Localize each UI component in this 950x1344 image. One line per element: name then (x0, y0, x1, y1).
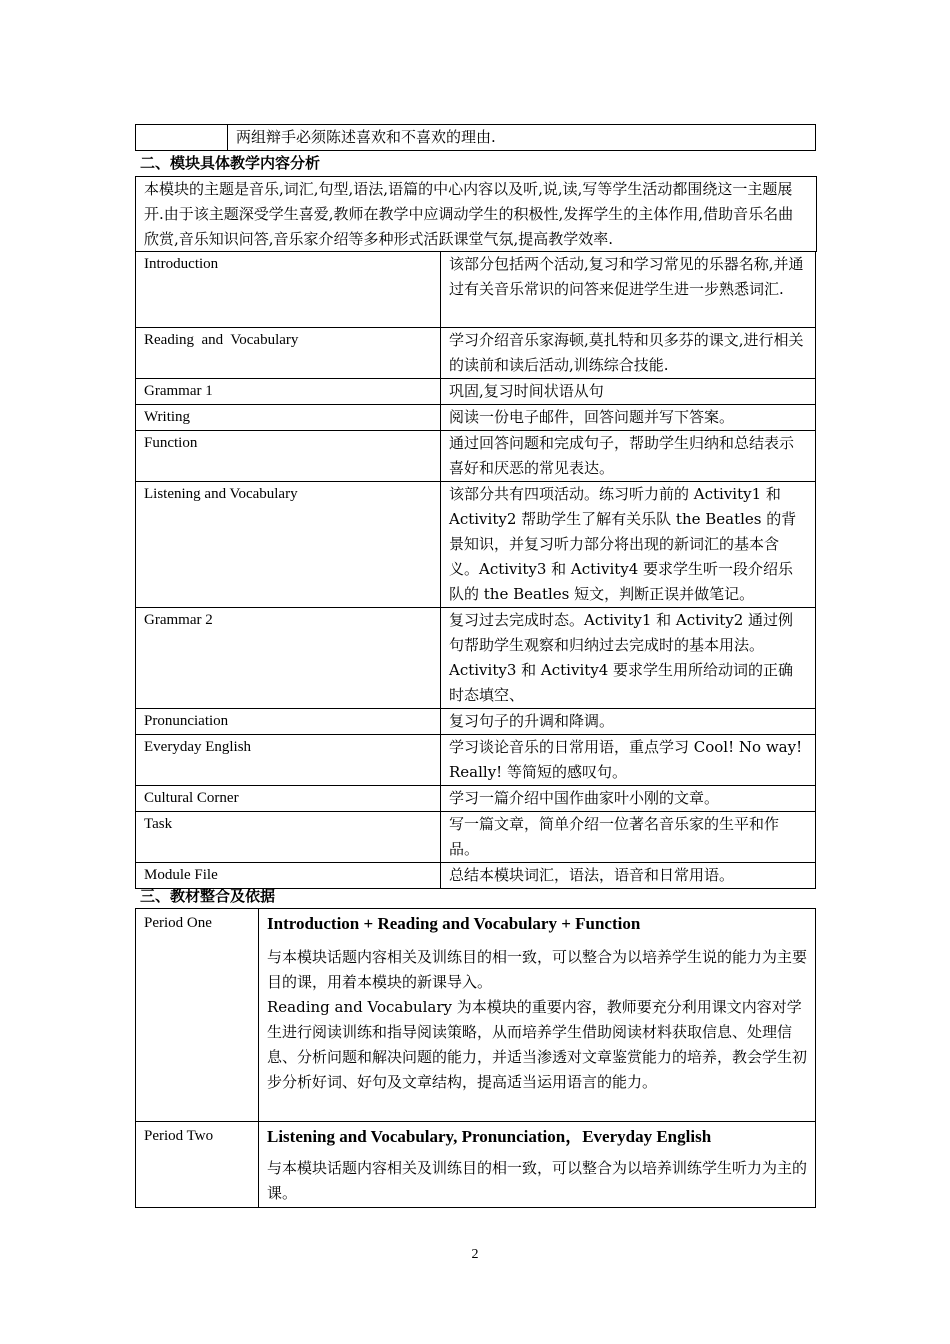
period-paragraph: 与本模块话题内容相关及训练目的相一致，可以整合为以培养学生说的能力为主要目的课，用着本模块的新课导入。 (267, 948, 808, 991)
row-name: Cultural Corner (136, 786, 441, 812)
row-name: Task (136, 812, 441, 863)
row-desc: 总结本模块词汇，语法，语音和日常用语。 (441, 863, 816, 889)
table-row (136, 812, 816, 863)
table-row (136, 328, 816, 379)
table-row (136, 482, 816, 608)
row-desc: 该部分包括两个活动,复习和学习常见的乐器名称,并通过有关音乐常识的问答来促进学生进一步熟悉词汇. (441, 252, 816, 328)
section-two-intro (135, 176, 817, 252)
row-desc: 通过回答问题和完成句子，帮助学生归纳和总结表示喜好和厌恶的常见表达。 (441, 431, 816, 482)
row-desc: 巩固,复习时间状语从句 (441, 379, 816, 405)
row-desc: 该部分共有四项活动。练习听力前的 Activity1 和 Activity2 帮助学生了解有关乐队 the Beatles 的背景知识，并复习听力部分将出现的新词汇的基本含义。Activity3 和 Activity4 要求学生听一段介绍乐队的 the Beatles 短文，判断正误并做笔记。 (441, 482, 816, 608)
table-row (136, 379, 816, 405)
row-name: Reading and Vocabulary (136, 328, 441, 379)
period-row (136, 909, 816, 1122)
row-name: Introduction (136, 252, 441, 328)
period-row (136, 1122, 816, 1208)
period-paragraph: 与本模块话题内容相关及训练目的相一致，可以整合为以培养训练学生听力为主的课。 (267, 1159, 808, 1202)
table-row (136, 735, 816, 786)
period-content (259, 1122, 816, 1208)
period-title: Introduction + Reading and Vocabulary + Function (267, 914, 641, 933)
top-row-text: 两组辩手必须陈述喜欢和不喜欢的理由. (228, 125, 816, 151)
row-desc: 写一篇文章，简单介绍一位著名音乐家的生平和作品。 (441, 812, 816, 863)
top-continuation-table (135, 124, 816, 151)
row-desc: 复习过去完成时态。Activity1 和 Activity2 通过例句帮助学生观察和归纳过去完成时的基本用法。Activity3 和 Activity4 要求学生用所给动词的正确时态填空、 (441, 608, 816, 709)
table-row (136, 608, 816, 709)
period-paragraph: Reading and Vocabulary 为本模块的重要内容，教师要充分利用课文内容对学生进行阅读训练和指导阅读策略，从而培养学生借助阅读材料获取信息、处理信息、分析问题和解决问题的能力，并适当渗透对文章鉴赏能力的培养，教会学生初步分析好词、好句及文章结构，提高适当运用语言的能力。 (267, 998, 808, 1091)
table-row (136, 709, 816, 735)
table-row (136, 431, 816, 482)
row-desc: 复习句子的升调和降调。 (441, 709, 816, 735)
row-name: Pronunciation (136, 709, 441, 735)
table-row (136, 405, 816, 431)
table-row (136, 786, 816, 812)
row-name: Writing (136, 405, 441, 431)
period-content (259, 909, 816, 1122)
table-row (136, 252, 816, 328)
row-name: Everyday English (136, 735, 441, 786)
row-name: Listening and Vocabulary (136, 482, 441, 608)
period-title: Listening and Vocabulary, Pronunciation，Everyday English (267, 1127, 712, 1146)
row-desc: 阅读一份电子邮件，回答问题并写下答案。 (441, 405, 816, 431)
integration-table (135, 908, 816, 1208)
section-two-heading: 二、模块具体教学内容分析 (140, 154, 321, 172)
row-name: Grammar 1 (136, 379, 441, 405)
row-desc: 学习介绍音乐家海顿,莫扎特和贝多芬的课文,进行相关的读前和读后活动,训练综合技能. (441, 328, 816, 379)
content-analysis-table (135, 251, 816, 889)
row-name: Function (136, 431, 441, 482)
row-desc: 学习谈论音乐的日常用语，重点学习 Cool! No way! Really! 等简短的感叹句。 (441, 735, 816, 786)
empty-cell (136, 125, 228, 151)
period-label: Period One (136, 909, 259, 1122)
period-label: Period Two (136, 1122, 259, 1208)
row-name: Grammar 2 (136, 608, 441, 709)
intro-text: 本模块的主题是音乐,词汇,句型,语法,语篇的中心内容以及听,说,读,写等学生活动都围绕这一主题展开.由于该主题深受学生喜爱,教师在教学中应调动学生的积极性,发挥学生的主体作用,借助音乐名曲欣赏,音乐知识问答,音乐家介绍等多种形式活跃课堂气氛,提高教学效率. (144, 180, 794, 248)
row-name: Module File (136, 863, 441, 889)
page-number: 2 (471, 1247, 479, 1262)
section-three-heading: 三、教材整合及依据 (140, 887, 276, 905)
row-desc: 学习一篇介绍中国作曲家叶小刚的文章。 (441, 786, 816, 812)
